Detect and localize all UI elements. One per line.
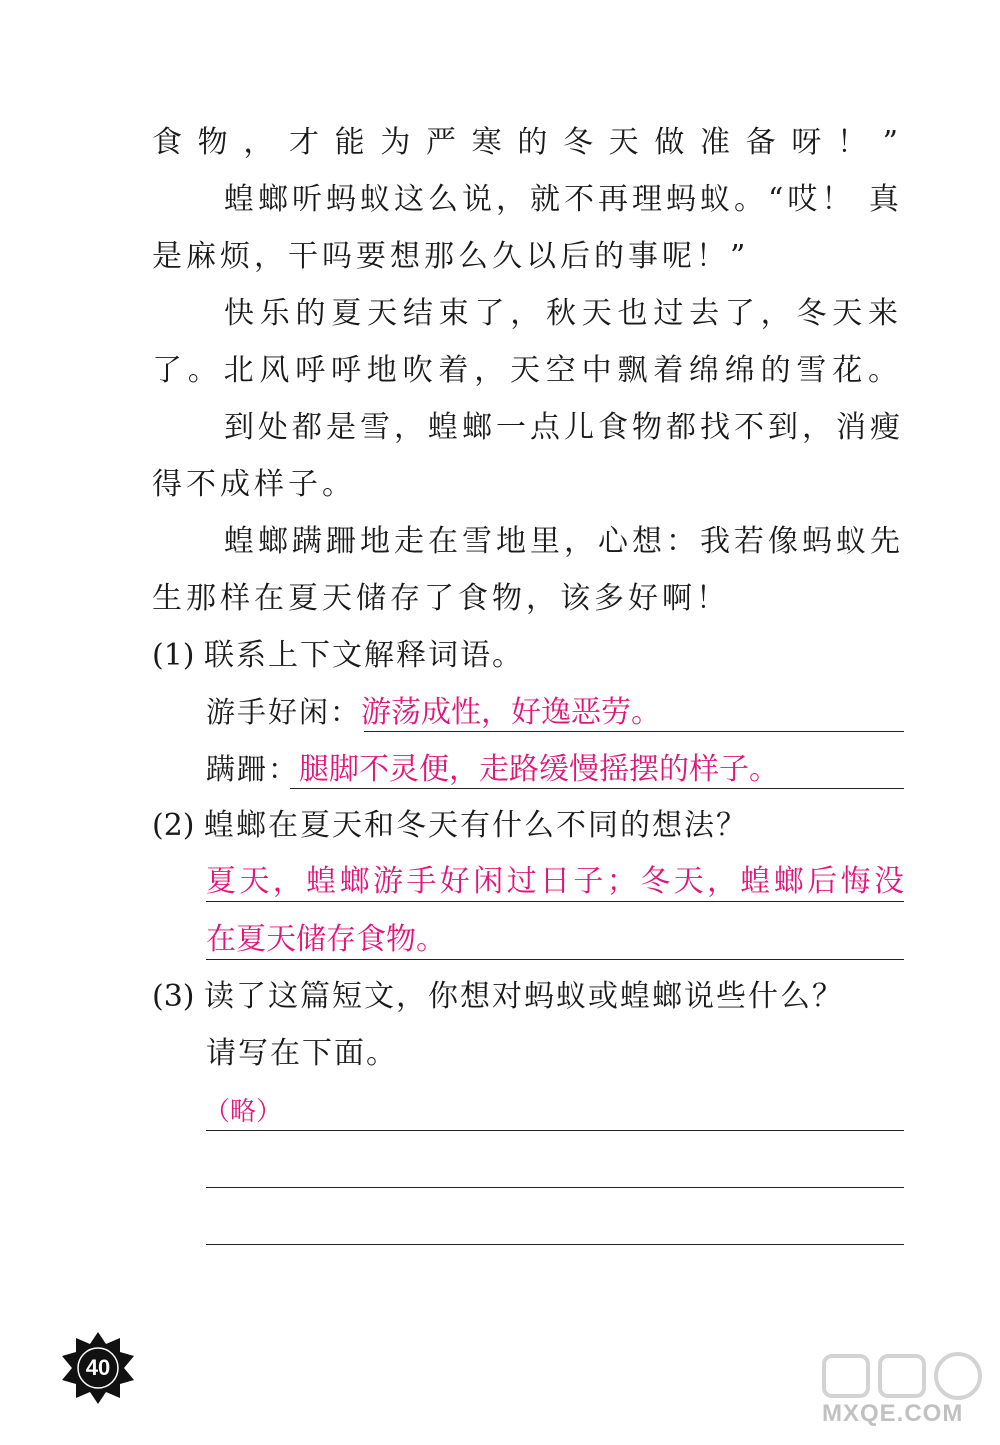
term-line-1 [206,692,661,732]
answer-line [206,901,904,902]
question-1-label: (1) [152,638,195,673]
answer-line [290,788,904,789]
passage-line: 了。北风呼呼地吹着，天空中飘着绵绵的雪花。 [152,353,902,388]
term-1-label: 游手好闲： [206,695,362,729]
question-1-text: 联系上下文解释词语。 [204,638,524,673]
passage-line: 蝗螂听蚂蚁这么说，就不再理蚂蚁。“哎！ 真 [224,182,903,217]
answer-line [206,1244,904,1245]
question-2-text: 蝗螂在夏天和冬天有什么不同的想法？ [204,808,748,843]
term-2-answer: 腿脚不灵便，走路缓慢摇摆的样子。 [299,752,780,787]
term-2-label: 蹒跚： [206,752,300,786]
question-2-label: (2) [152,808,195,843]
passage-line: 到处都是雪，蝗螂一点儿食物都找不到，消瘦 [224,410,904,445]
passage-line: 蝗螂蹒跚地走在雪地里，心想：我若像蚂蚁先 [224,524,904,559]
passage-line: 食物，才能为严寒的冬天做准备呀！” [152,125,902,160]
passage-line: 生那样在夏天储存了食物，该多好啊！ [152,581,730,616]
term-line-2 [206,749,779,789]
answer-line [364,731,904,732]
question-3-answer: （略） [204,1097,283,1127]
passage-line: 是麻烦，干吗要想那么久以后的事呢！” [152,239,750,274]
answer-line [206,1187,904,1188]
question-2 [152,806,902,846]
question-3-label: (3) [152,979,195,1014]
question-2-answer-line-2: 在夏天储存食物。 [206,922,446,957]
passage-line: 得不成样子。 [152,467,356,502]
question-2-answer-line-1: 夏天，蝗螂游手好闲过日子；冬天，蝗螂后悔没 [206,864,904,899]
answer-line [206,1130,904,1131]
page-number: 40 [85,1355,111,1380]
question-3-text: 读了这篇短文，你想对蚂蚁或蝗螂说些什么？ [204,979,844,1014]
question-1 [152,636,902,676]
passage-line: 快乐的夏天结束了，秋天也过去了，冬天来 [224,296,902,331]
term-1-answer: 游荡成性，好逸恶劳。 [361,695,662,730]
question-3-instruction: 请写在下面。 [206,1036,398,1071]
answer-line [206,959,904,960]
question-3 [152,977,902,1017]
watermark-text: MXQE.COM [822,1400,964,1427]
